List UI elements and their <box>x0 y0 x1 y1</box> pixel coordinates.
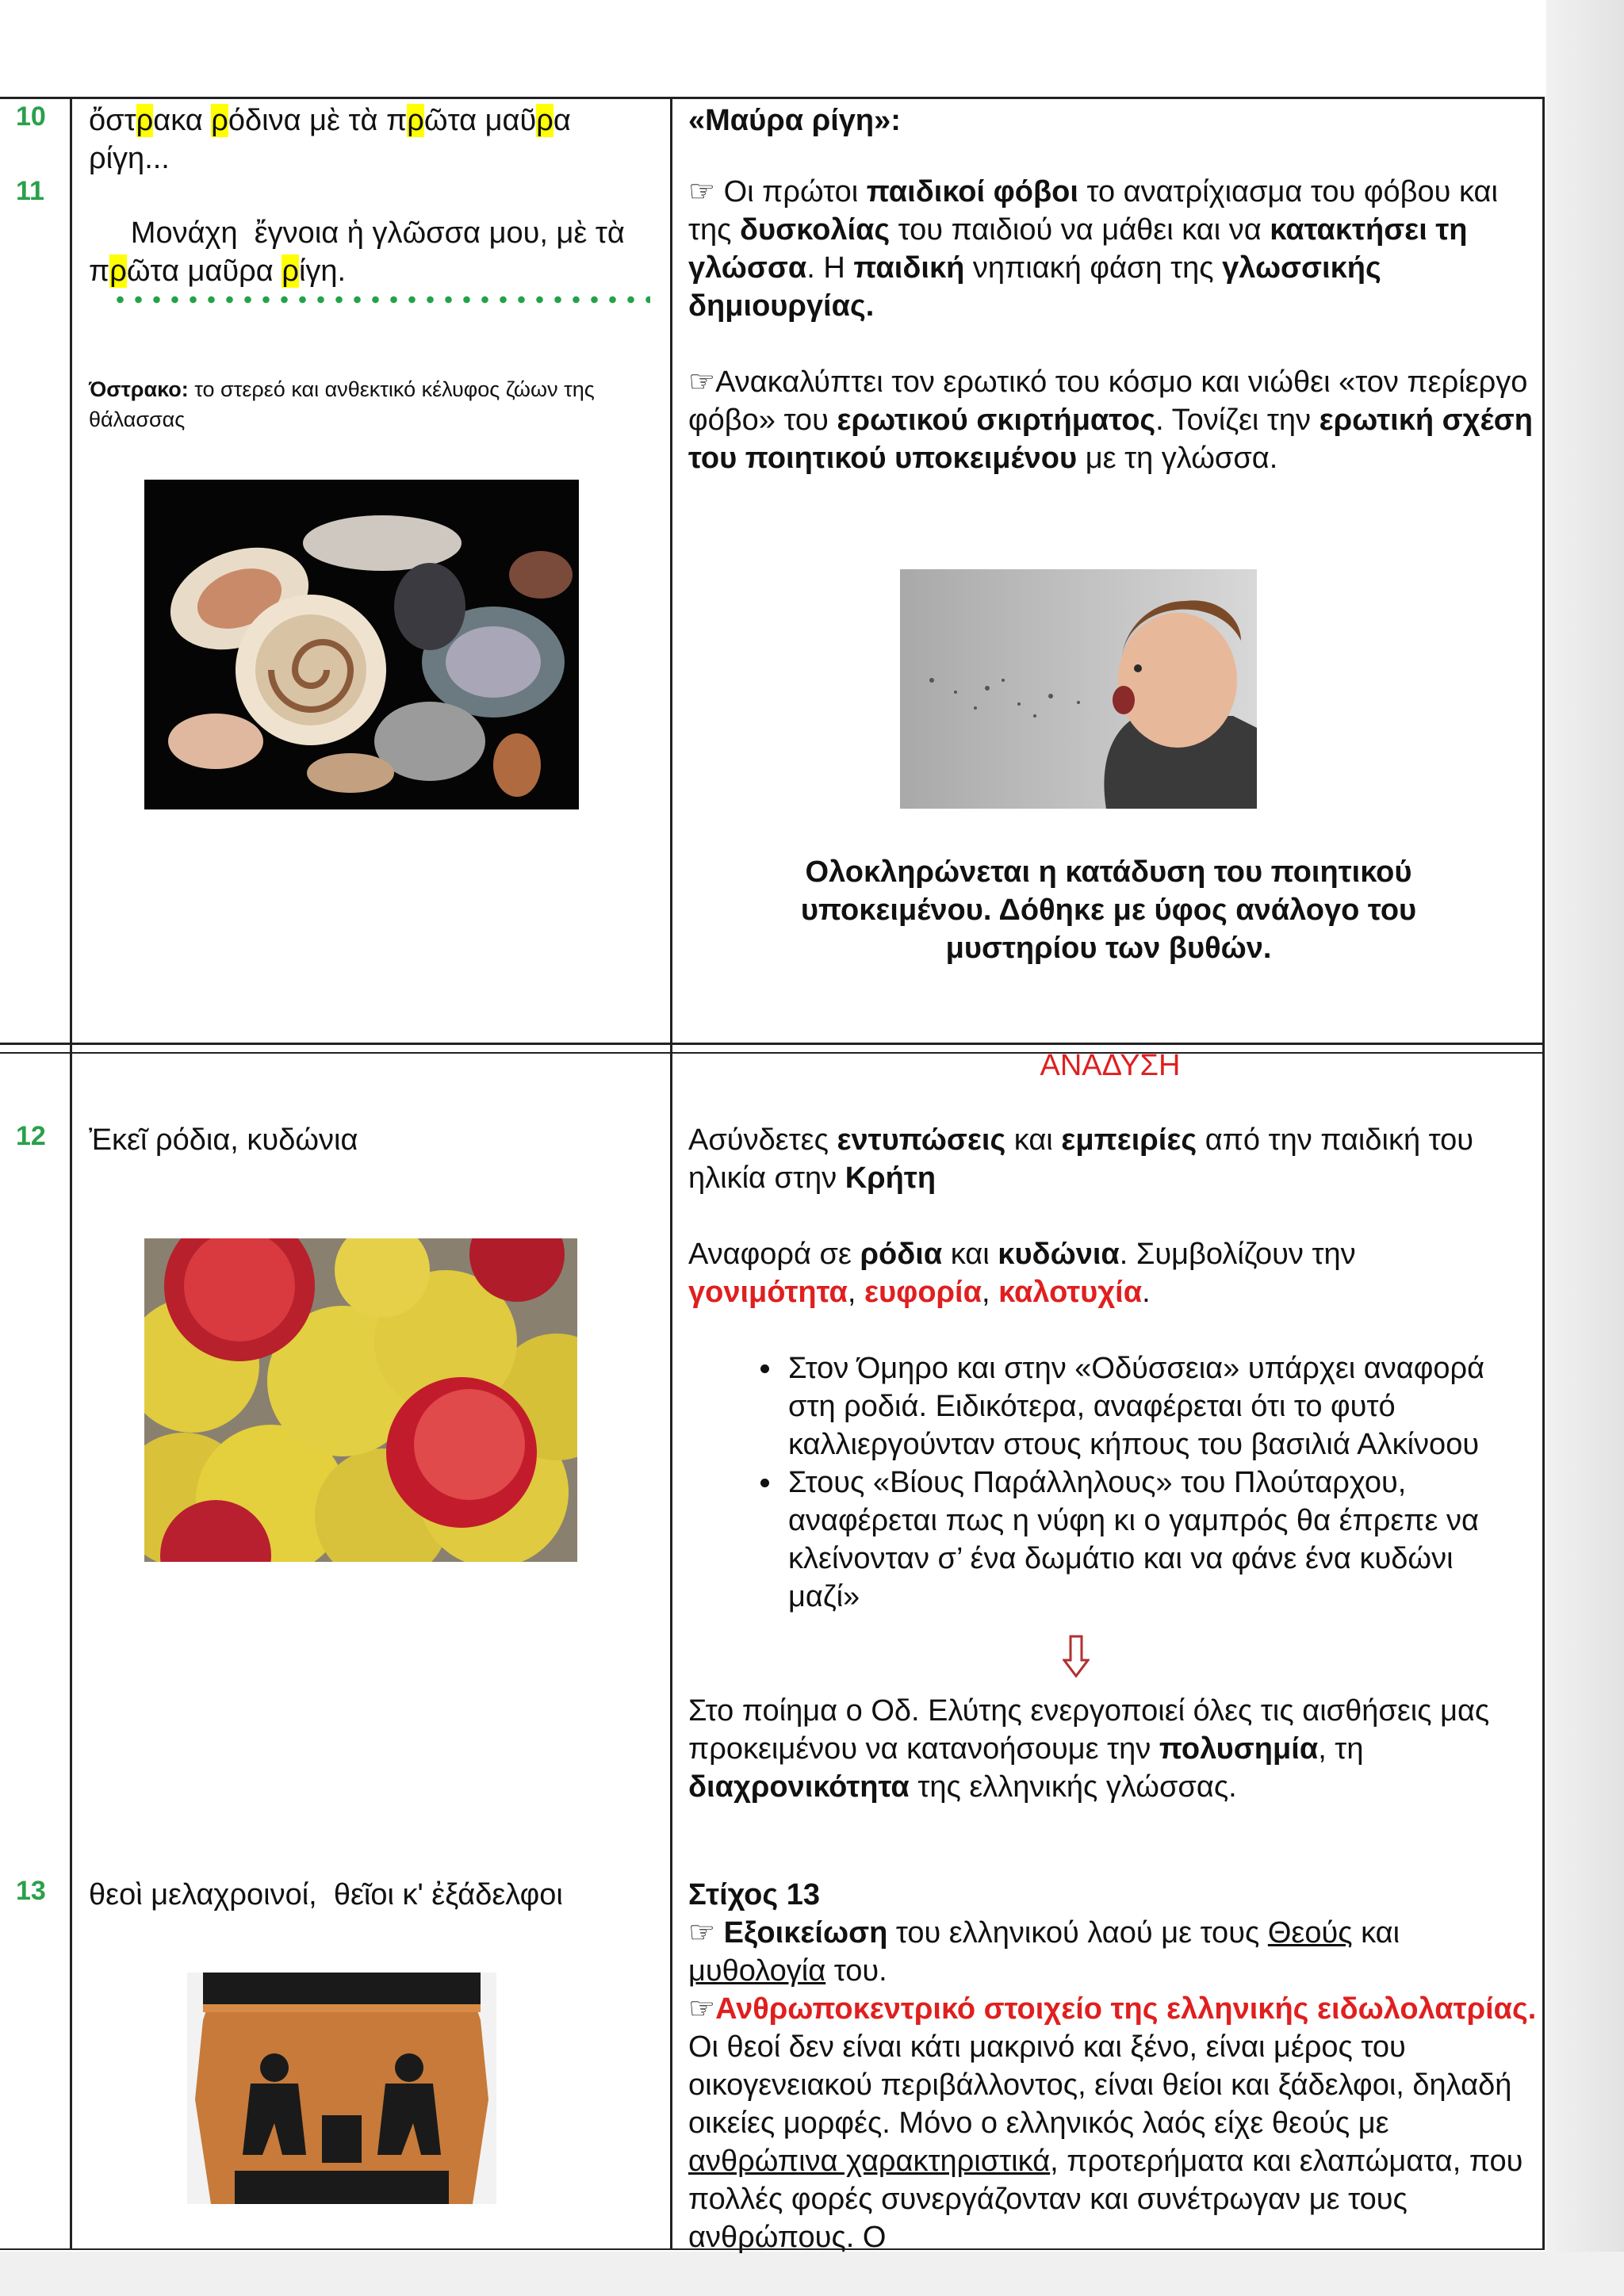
pomegranates-quinces-image <box>144 1238 577 1562</box>
table-border-row-divider-b <box>0 1052 1545 1054</box>
verse-number-13: 13 <box>16 1876 46 1906</box>
verse-10: ὄστρακα ρόδινα μὲ τὰ πρῶτα μαῦρα ρίγη... <box>89 104 571 175</box>
verse-number-11: 11 <box>16 176 44 206</box>
paragraph-familiarity: ☞ Εξοικείωση του ελληνικού λαού με τους Θεούς και μυθολογία του. <box>688 1916 1400 1988</box>
page-margin-shade <box>1546 0 1624 2296</box>
verse-12: Ἐκεῖ ρόδια, κυδώνια <box>89 1123 358 1157</box>
seashells-image <box>144 480 579 809</box>
bullet-list <box>730 1349 1522 1616</box>
verse-13: θεοὶ μελαχροινοί, θεῖοι κ' ἐξάδελφοι <box>89 1878 563 1911</box>
boy-drawing <box>900 569 1257 809</box>
fruit-drawing <box>144 1238 577 1562</box>
verse-number-12: 12 <box>16 1121 46 1151</box>
dotted-separator <box>111 295 650 304</box>
table-col-divider-1 <box>70 97 72 2250</box>
paragraph-polysemy: Στο ποίημα ο Οδ. Ελύτης ενεργοποιεί όλες τις αισθήσεις μας προκειμένου να κατανοήσουμε την πολυσημία, τη διαχρονικότητα της ελληνικής γλώσσας. <box>688 1694 1490 1804</box>
conclusion-katadysi: Ολοκληρώνεται η κατάδυση του ποιητικού υποκειμένου. Δόθηκε με ύφος ανάλογο του μυστηρίου των βυθών. <box>800 855 1417 965</box>
paragraph-erotic-discovery: ☞Ανακαλύπτει τον ερωτικό του κόσμο και νιώθει «τον περίεργο φόβο» του ερωτικού σκιρτήματος. Τονίζει την ερωτική σχέση του ποιητικού υποκειμένου με τη γλώσσα. <box>688 365 1533 475</box>
paragraph-anthropocentric: ☞Ανθρωποκεντρικό στοιχείο της ελληνικής ειδωλολατρίας. Οι θεοί δεν είναι κάτι μακρινό και ξένο, είναι μέρος του οικογενειακού περιβάλλοντος, είναι θείοι και ξάδελφοι, δηλαδή οικείες μορφές. Μόνο ο ελληνικός λαός είχε θεούς με ανθρώπινα χαρακτηριστικά, προτερήματα και ελαπώματα, που πολλές φορές συνεργάζονταν και συνέτρωγαν με τους ανθρώπους. Ο <box>688 1992 1537 2254</box>
vase-drawing <box>187 1973 496 2204</box>
table-border-row-divider-a <box>0 1043 1545 1045</box>
table-col-divider-2 <box>670 97 672 2250</box>
verse-11: Μονάχη ἔγνοια ἡ γλῶσσα μου, μὲ τὰ πρῶτα μαῦρα ρίγη. <box>89 216 625 288</box>
seashells-drawing <box>144 480 579 809</box>
table-border-top <box>0 97 1545 99</box>
down-arrow-icon <box>1063 1635 1090 1678</box>
page-bottom-shade <box>0 2252 1624 2296</box>
boy-speaking-image <box>900 569 1257 809</box>
greek-vase-image <box>187 1973 496 2204</box>
section-title-anadysi: ΑΝΑΔΥΣΗ <box>1040 1049 1181 1082</box>
verse-number-10: 10 <box>16 101 46 132</box>
table-col-divider-3 <box>1542 97 1545 2250</box>
bullet-plutarch: • Στους «Βίους Παράλληλους» του Πλούταρχου, αναφέρεται πως η νύφη κι ο γαμπρός θα έπρεπε να κλείνονταν σ’ ένα δωμάτιο και να φάνε ένα κυδώνι μαζί» <box>783 1464 1522 1616</box>
paragraph-impressions: Ασύνδετες εντυπώσεις και εμπειρίες από την παιδική του ηλικία στην Κρήτη <box>688 1123 1474 1195</box>
section-heading-stixos-13: Στίχος 13 <box>688 1878 820 1911</box>
bullet-homer: • Στον Όμηρο και στην «Οδύσσεια» υπάρχει αναφορά στη ροδιά. Ειδικότερα, αναφέρεται ότι το φυτό καλλιεργούνταν στους κήπους του βασιλιά Αλκίνοου <box>783 1349 1522 1464</box>
paragraph-childhood-fears: ☞ Οι πρώτοι παιδικοί φόβοι το ανατρίχιασμα του φόβου και της δυσκολίας του παιδιού να μάθει και να κατακτήσει τη γλώσσα. Η παιδική νηπιακή φάση της γλωσσικής δημιουργίας. <box>688 175 1498 323</box>
definition-ostrako: Όστρακο: το στερεό και ανθεκτικό κέλυφος ζώων της θάλασσας <box>89 377 595 431</box>
paragraph-pomegranates: Αναφορά σε ρόδια και κυδώνια. Συμβολίζουν την γονιμότητα, ευφορία, καλοτυχία. <box>688 1238 1356 1309</box>
section-heading-mavra-rigi: «Μαύρα ρίγη»: <box>688 104 901 137</box>
